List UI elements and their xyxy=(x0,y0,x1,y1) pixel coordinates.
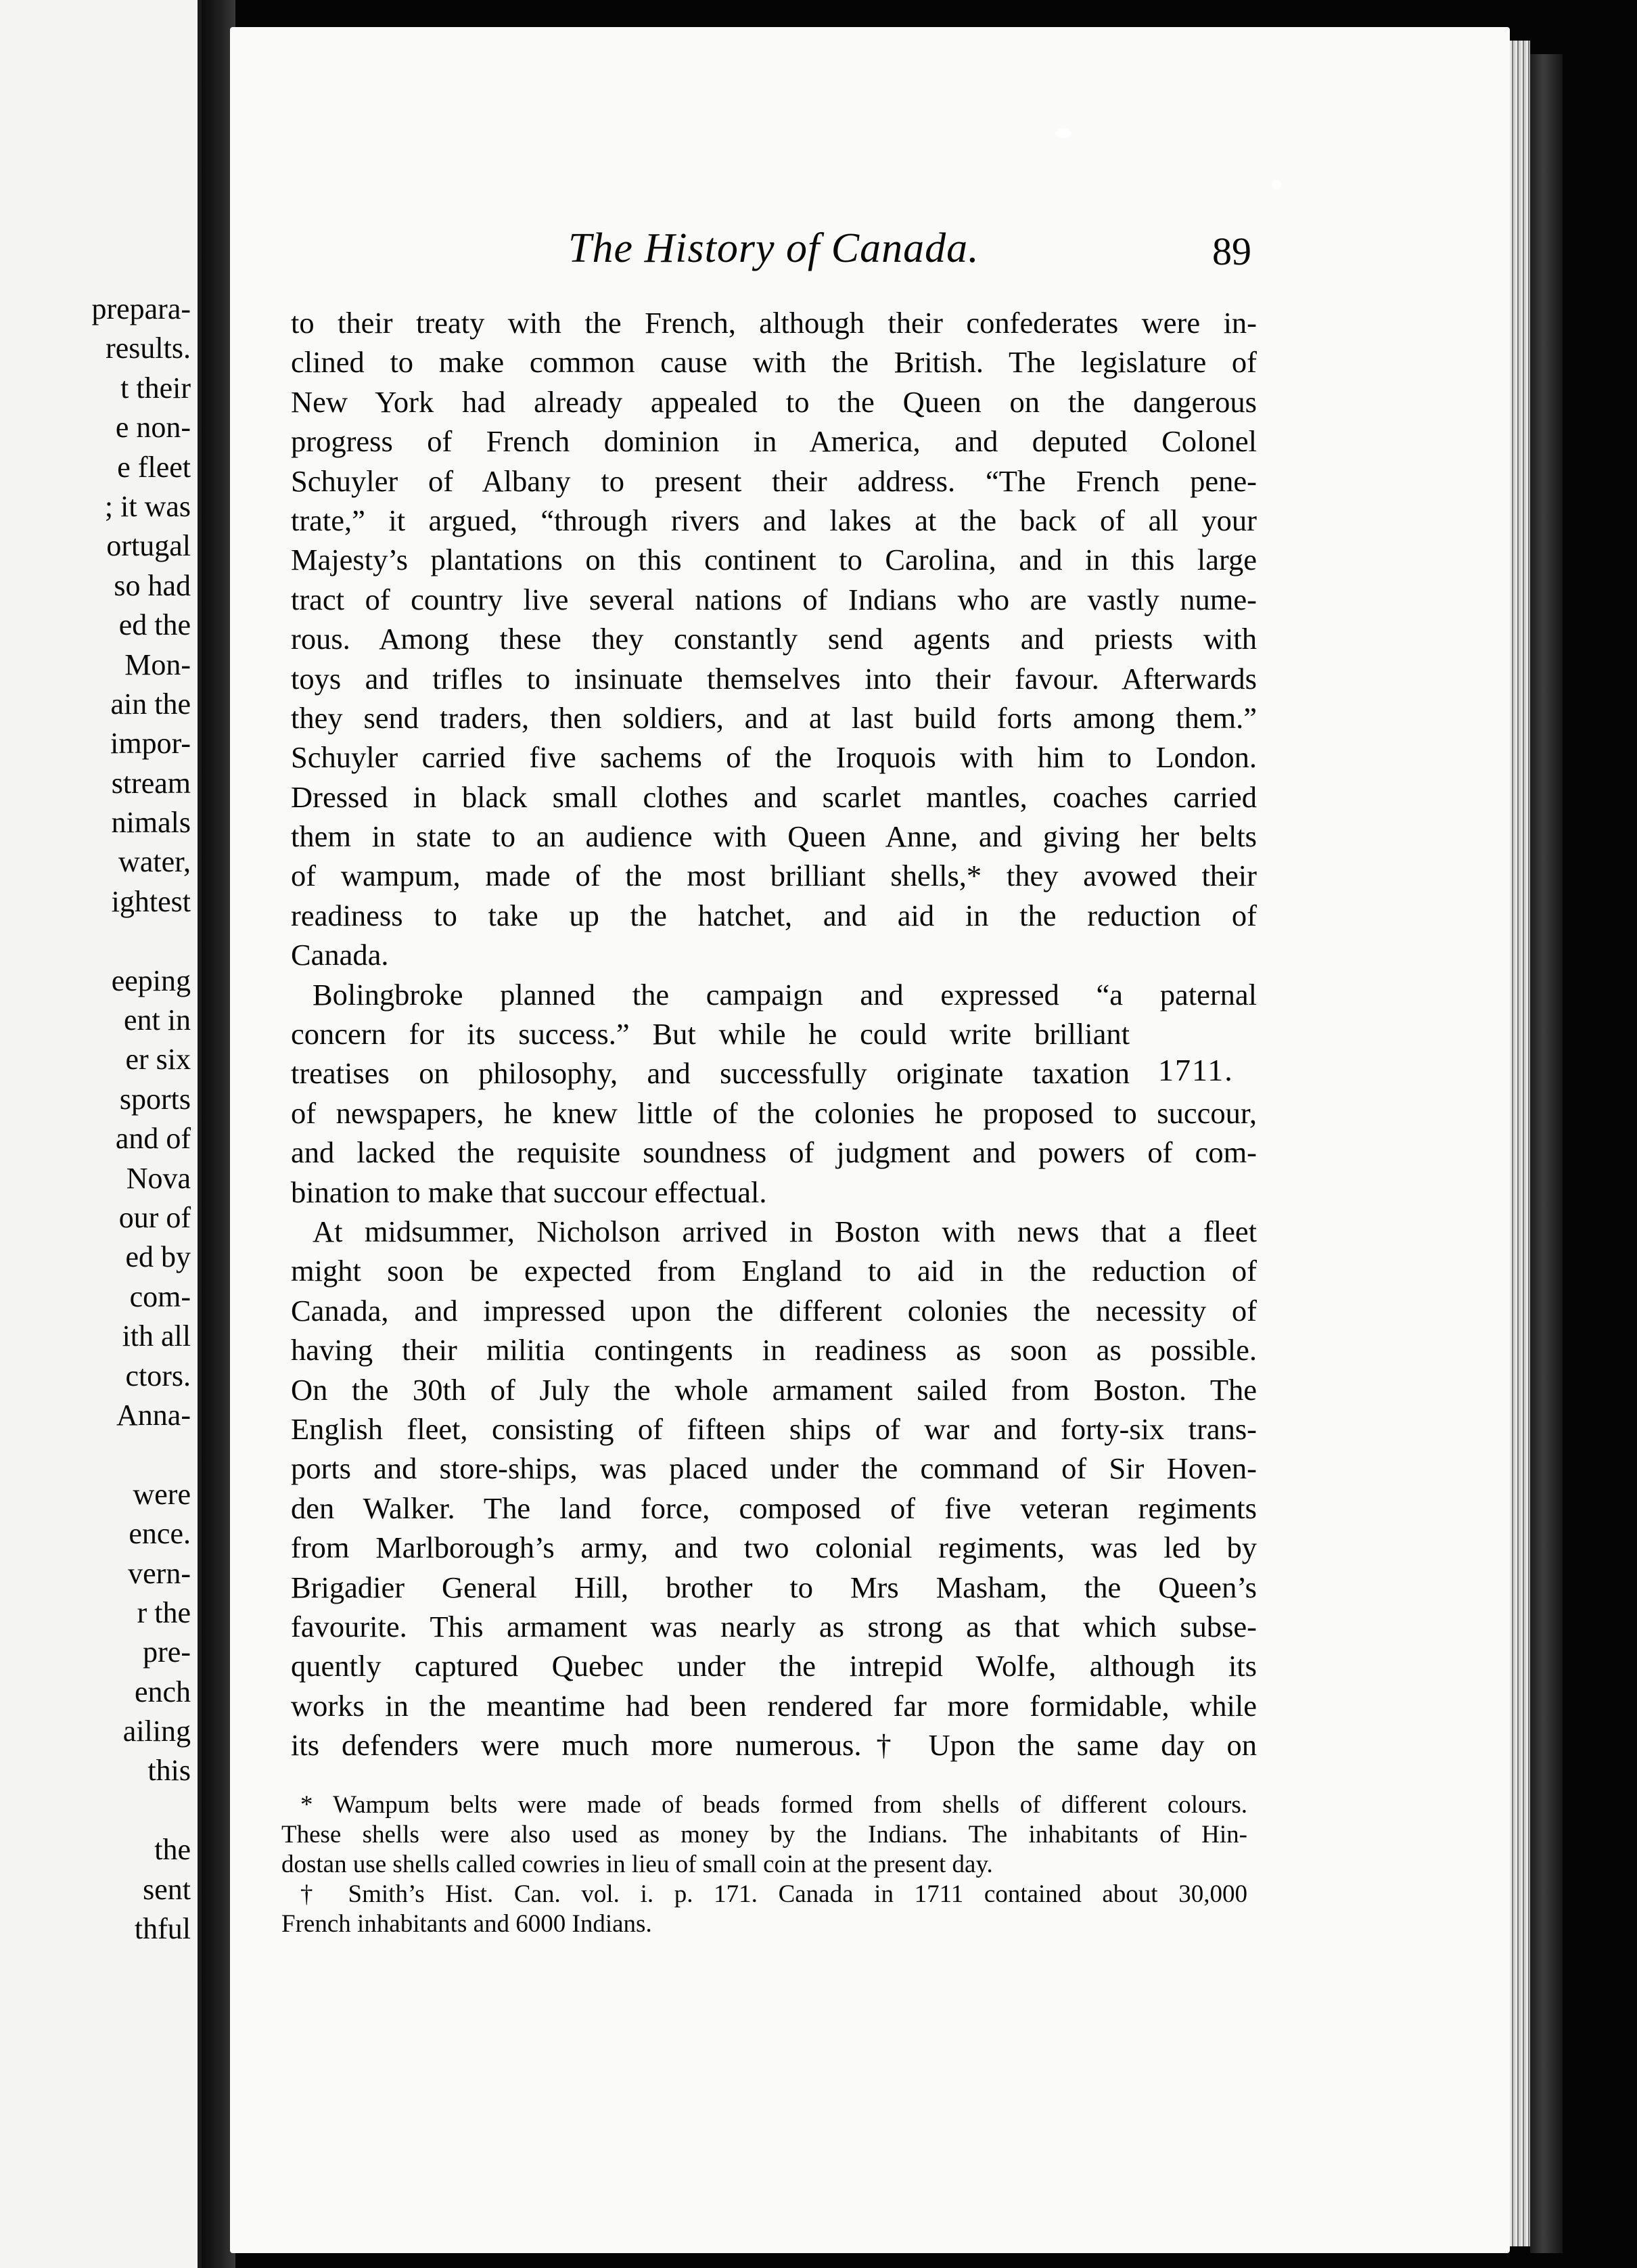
text-line: Canada. xyxy=(291,938,389,972)
facing-line: sports xyxy=(119,1082,191,1116)
text-line: favourite. This armament was nearly as strong as that which subse- xyxy=(291,1609,1257,1643)
footnote-line: French inhabitants and 6000 Indians. xyxy=(281,1910,652,1938)
facing-line: Mon- xyxy=(124,648,191,681)
footnote-line: dostan use shells called cowries in lieu of small coin at the present day. xyxy=(281,1851,993,1878)
text-line: tract of country live several nations of Indians who are vastly nume- xyxy=(291,582,1257,616)
footnote-line: These shells were also used as money by the Indians. The inhabitants of Hin- xyxy=(281,1821,1247,1849)
facing-line: ent in xyxy=(124,1003,191,1037)
facing-line: ence. xyxy=(129,1517,191,1551)
text-line: trate,” it argued, “through rivers and lakes at the back of all your xyxy=(291,503,1257,537)
text-line: of newspapers, he knew little of the colonies he proposed to succour, xyxy=(291,1095,1257,1130)
facing-page-left xyxy=(0,0,202,2268)
text-line: Bolingbroke planned the campaign and expressed “a paternal xyxy=(313,977,1257,1012)
text-line: English fleet, consisting of fifteen ships of war and forty-six trans- xyxy=(291,1411,1257,1446)
facing-line: Nova xyxy=(126,1161,191,1195)
facing-line: ed the xyxy=(118,608,191,642)
facing-line: pre- xyxy=(143,1635,191,1669)
facing-line: ; it was xyxy=(104,489,191,523)
facing-line: ed by xyxy=(125,1240,191,1274)
text-line: At midsummer, Nicholson arrived in Boston with news that a fleet xyxy=(313,1214,1257,1248)
facing-line xyxy=(0,1435,191,1474)
book-cover-edge xyxy=(1530,54,1563,2253)
text-line: quently captured Quebec under the intrepid Wolfe, although its xyxy=(291,1649,1257,1683)
facing-line: sent xyxy=(143,1872,191,1906)
margin-date-note: 1711. xyxy=(1158,1053,1234,1087)
facing-line xyxy=(0,922,191,961)
facing-line: ench xyxy=(134,1675,191,1708)
facing-line xyxy=(0,1791,191,1830)
facing-page-text xyxy=(0,290,191,1949)
text-line: might soon be expected from England to aid in the reduction of xyxy=(291,1254,1257,1288)
text-line: of wampum, made of the most brilliant shells,* they avowed their xyxy=(291,859,1257,893)
body-text xyxy=(291,303,1257,1765)
paragraph xyxy=(291,1212,1257,1765)
running-header: The History of Canada. xyxy=(568,225,979,271)
facing-line: t their xyxy=(120,371,191,405)
text-line: readiness to take up the hatchet, and aid in the reduction of xyxy=(291,898,1257,932)
text-line: works in the meantime had been rendered far more formidable, while xyxy=(291,1688,1257,1723)
text-line: ports and store-ships, was placed under the command of Sir Hoven- xyxy=(291,1451,1257,1486)
facing-line: stream xyxy=(111,766,191,800)
facing-line: ith all xyxy=(122,1319,191,1353)
text-line: Canada, and impressed upon the different colonies the necessity of xyxy=(291,1293,1257,1328)
text-line: them in state to an audience with Queen Anne, and giving her belts xyxy=(291,819,1257,854)
text-line: den Walker. The land force, composed of five veteran regiments xyxy=(291,1491,1257,1525)
facing-line: so had xyxy=(114,568,191,602)
facing-line: com- xyxy=(129,1279,191,1313)
facing-line: water, xyxy=(118,845,191,879)
facing-line: eeping xyxy=(111,963,191,997)
facing-line: ain the xyxy=(110,687,191,721)
text-line: progress of French dominion in America, and deputed Colonel xyxy=(291,424,1257,459)
footnote xyxy=(281,1790,1247,1880)
facing-line: e non- xyxy=(115,411,191,445)
footnote-line: * Wampum belts were made of beads formed from shells of different colours. xyxy=(300,1791,1247,1819)
text-line: Brigadier General Hill, brother to Mrs Masham, the Queen’s xyxy=(291,1570,1257,1604)
facing-line: were xyxy=(133,1477,191,1511)
text-line: rous. Among these they constantly send agents and priests with xyxy=(291,622,1257,656)
text-line: toys and trifles to insinuate themselves into their favour. Afterwards xyxy=(291,661,1257,696)
text-line: concern for its success.” But while he could write brilliant xyxy=(291,1017,1130,1051)
text-line: and lacked the requisite soundness of judgment and powers of com- xyxy=(291,1135,1257,1170)
facing-line: this xyxy=(147,1754,191,1788)
text-line: clined to make common cause with the British. The legislature of xyxy=(291,345,1257,380)
text-line: to their treaty with the French, although their confederates were in- xyxy=(291,306,1257,340)
text-line: Majesty’s plantations on this continent to Carolina, and in this large xyxy=(291,543,1257,577)
facing-line: r the xyxy=(137,1595,191,1629)
text-line: they send traders, then soldiers, and at last build forts among them.” xyxy=(291,700,1257,735)
facing-line: ightest xyxy=(111,884,191,918)
page-number: 89 xyxy=(1212,229,1251,273)
text-line: its defenders were much more numerous.† Upon the same day on xyxy=(291,1728,1257,1763)
text-line: from Marlborough’s army, and two colonial regiments, was led by xyxy=(291,1530,1257,1565)
text-line: bination to make that succour effectual. xyxy=(291,1175,767,1209)
footnote-line: † Smith’s Hist. Can. vol. i. p. 171. Canada in 1711 contained about 30,000 xyxy=(300,1880,1247,1908)
text-line: On the 30th of July the whole armament sailed from Boston. The xyxy=(291,1372,1257,1407)
facing-line: impor- xyxy=(110,727,191,761)
page-edges xyxy=(1510,41,1530,2246)
paragraph xyxy=(291,303,1257,975)
text-line: Dressed in black small clothes and scarlet mantles, coaches carried xyxy=(291,779,1257,814)
facing-line: results. xyxy=(106,332,191,365)
paper-speck xyxy=(1272,180,1281,189)
paragraph xyxy=(291,975,1257,1212)
facing-line: Anna- xyxy=(116,1398,191,1432)
facing-line: vern- xyxy=(128,1556,191,1590)
facing-line: the xyxy=(154,1833,191,1867)
text-line: New York had already appealed to the Queen on the dangerous xyxy=(291,384,1257,419)
footnote xyxy=(281,1880,1247,1939)
facing-line: e fleet xyxy=(117,450,191,484)
facing-line: ortugal xyxy=(106,529,191,563)
facing-line: ctors. xyxy=(125,1359,191,1392)
text-line: Schuyler carried five sachems of the Iroquois with him to London. xyxy=(291,740,1257,775)
facing-line: er six xyxy=(125,1043,191,1076)
facing-line: our of xyxy=(118,1200,191,1234)
text-line: Schuyler of Albany to present their address. “The French pene- xyxy=(291,463,1257,498)
facing-line: nimals xyxy=(111,806,191,840)
facing-line: ailing xyxy=(122,1715,191,1748)
text-line: having their militia contingents in readiness as soon as possible. xyxy=(291,1333,1257,1367)
facing-line: and of xyxy=(115,1122,191,1156)
facing-line: thful xyxy=(134,1912,191,1946)
footnotes xyxy=(281,1790,1247,1939)
text-line: treatises on philosophy, and successfully originate taxation xyxy=(291,1056,1130,1091)
paper-speck xyxy=(1055,129,1071,138)
facing-line: prepara- xyxy=(91,292,191,325)
